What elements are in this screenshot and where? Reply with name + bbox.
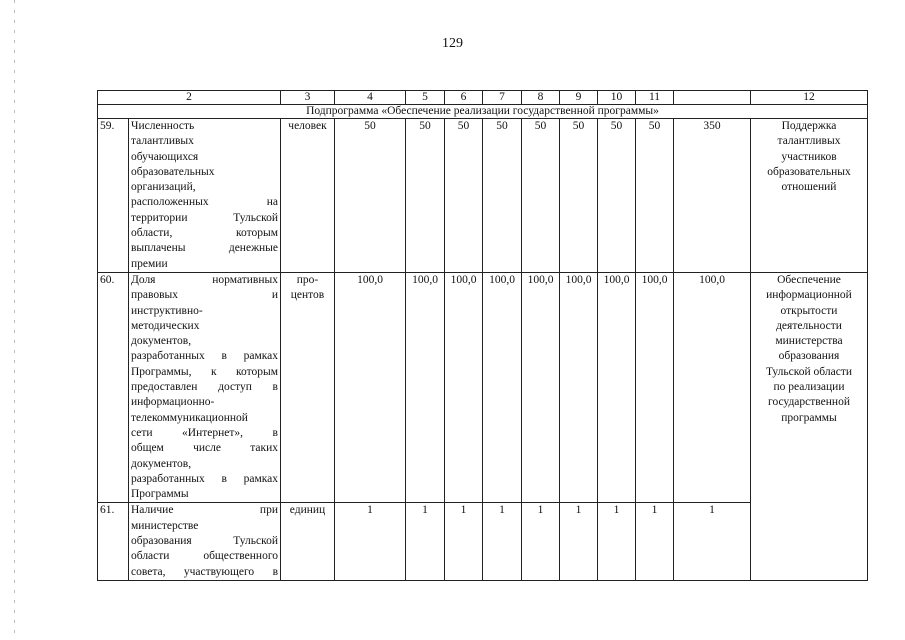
header-cell: 10: [598, 91, 636, 105]
value-cell: 100,0: [445, 272, 483, 502]
indicator-name-line: Наличие при: [131, 504, 278, 517]
indicator-name-line: сети «Интернет», в: [131, 426, 278, 439]
expected-result-line: государственной: [768, 396, 850, 409]
expected-result-line: информационной: [766, 289, 852, 302]
expected-result-line: участников: [781, 150, 837, 163]
unit-of-measure: [281, 119, 335, 273]
value-total: 1: [674, 503, 751, 580]
header-cell: 4: [335, 91, 406, 105]
indicator-name-line: документов,: [131, 457, 192, 470]
value-cell: 1: [335, 503, 406, 580]
indicator-name-line: предоставлен доступ в: [131, 381, 278, 394]
unit-line: центов: [290, 289, 325, 302]
value-cell: 50: [445, 119, 483, 273]
indicator-name-line: области общественного: [131, 550, 278, 563]
unit-line: единиц: [289, 504, 326, 517]
indicator-name-line: информационно-: [131, 396, 215, 409]
indicator-name-line: выплачены денежные: [131, 242, 278, 255]
value-cell: 1: [598, 503, 636, 580]
expected-result: [751, 119, 868, 273]
row-number: 59.: [98, 119, 129, 273]
header-cell: [674, 91, 751, 105]
table-row: [98, 272, 868, 502]
indicator-name-line: правовых и: [131, 289, 278, 302]
expected-result-line: по реализации: [773, 381, 845, 394]
unit-line: человек: [288, 120, 327, 132]
page-number: 129: [442, 36, 463, 51]
indicator-name: [129, 272, 281, 502]
header-cell: 2: [98, 91, 281, 105]
value-cell: 50: [598, 119, 636, 273]
indicator-name-line: области, которым: [131, 227, 278, 240]
indicator-name-line: Программы: [131, 488, 189, 501]
expected-result-line: талантливых: [777, 135, 841, 148]
indicator-name-line: инструктивно-: [131, 304, 203, 317]
value-cell: 100,0: [406, 272, 445, 502]
value-cell: 50: [522, 119, 560, 273]
value-cell: 1: [483, 503, 522, 580]
row-number: 60.: [98, 272, 129, 502]
header-cell: 11: [636, 91, 674, 105]
value-cell: 1: [560, 503, 598, 580]
indicator-name-line: совета, участвующего в: [131, 565, 278, 578]
indicator-name-line: Численность: [131, 120, 195, 132]
indicator-name-line: талантливых: [131, 135, 194, 148]
indicator-name-line: Программы, к которым: [131, 365, 278, 378]
indicator-name-line: телекоммуникационной: [131, 411, 248, 424]
unit-of-measure: [281, 503, 335, 580]
indicator-name: [129, 503, 281, 580]
value-cell: 100,0: [483, 272, 522, 502]
unit-of-measure: [281, 272, 335, 502]
expected-result-line: программы: [781, 411, 837, 424]
indicator-name-line: министерстве: [131, 519, 199, 532]
expected-result-line: Тульской области: [765, 365, 852, 378]
indicators-table: [97, 90, 868, 581]
expected-result-line: образования: [778, 350, 840, 363]
value-cell: 100,0: [560, 272, 598, 502]
indicator-name-line: премии: [131, 257, 168, 270]
indicator-name-line: расположенных на: [131, 196, 278, 209]
header-cell: 12: [751, 91, 868, 105]
header-cell: 7: [483, 91, 522, 105]
value-cell: 1: [522, 503, 560, 580]
value-cell: 100,0: [335, 272, 406, 502]
header-cell: 3: [281, 91, 335, 105]
header-cell: 8: [522, 91, 560, 105]
indicator-name-line: Доля нормативных: [131, 273, 278, 286]
header-cell: 6: [445, 91, 483, 105]
indicator-name-line: образования Тульской: [131, 535, 278, 548]
unit-line: про-: [296, 273, 319, 286]
indicator-name: [129, 119, 281, 273]
indicator-name-line: документов,: [131, 335, 192, 348]
indicator-name-line: разработанных в рамках: [131, 350, 278, 363]
expected-result: [751, 272, 868, 580]
indicator-name-line: территории Тульской: [131, 211, 278, 224]
expected-result-line: образовательных: [767, 165, 851, 178]
value-total: 100,0: [674, 272, 751, 502]
row-number: 61.: [98, 503, 129, 580]
value-cell: 50: [406, 119, 445, 273]
header-cell: 5: [406, 91, 445, 105]
value-cell: 100,0: [598, 272, 636, 502]
value-cell: 50: [483, 119, 522, 273]
header-row: [98, 91, 868, 105]
value-cell: 1: [445, 503, 483, 580]
header-cell: 9: [560, 91, 598, 105]
value-cell: 50: [335, 119, 406, 273]
expected-result-line: отношений: [781, 181, 837, 194]
expected-result-line: открытости: [780, 304, 838, 317]
indicator-name-line: методических: [131, 319, 200, 332]
margin-guide: [14, 0, 15, 640]
value-cell: 50: [560, 119, 598, 273]
indicator-name-line: общем числе таких: [131, 442, 278, 455]
value-cell: 1: [406, 503, 445, 580]
subprogram-title: Подпрограмма «Обеспечение реализации государственной программы»: [98, 105, 868, 119]
expected-result-line: Поддержка: [781, 120, 837, 132]
value-total: 350: [674, 119, 751, 273]
subprogram-row: [98, 105, 868, 119]
indicator-name-line: организаций,: [131, 181, 196, 194]
expected-result-line: деятельности: [776, 319, 842, 332]
expected-result-line: министерства: [775, 335, 843, 348]
expected-result-line: Обеспечение: [777, 273, 841, 286]
value-cell: 100,0: [522, 272, 560, 502]
indicator-name-line: разработанных в рамках: [131, 472, 278, 485]
value-cell: 50: [636, 119, 674, 273]
value-cell: 100,0: [636, 272, 674, 502]
indicator-name-line: образовательных: [131, 165, 215, 178]
value-cell: 1: [636, 503, 674, 580]
indicator-name-line: обучающихся: [131, 150, 199, 163]
table-row: [98, 119, 868, 273]
